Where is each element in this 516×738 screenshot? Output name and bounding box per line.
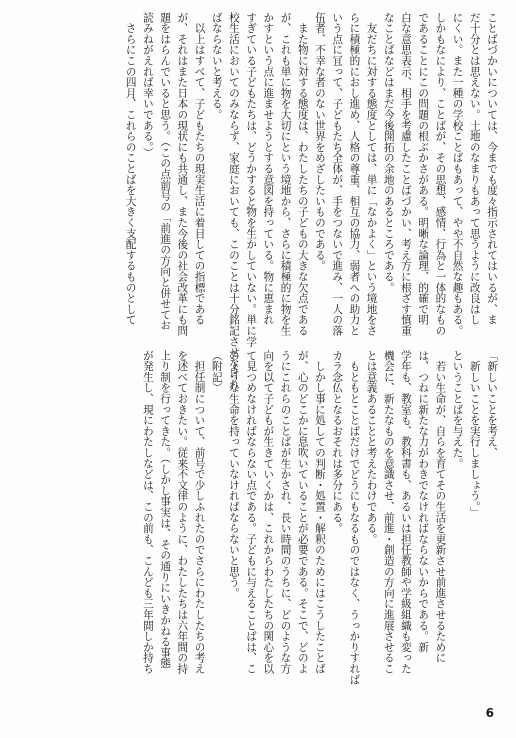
text-line: ばならないと考える。 (210, 12, 223, 120)
supplement-heading: （附記） (210, 350, 223, 394)
text-line: を述べておきたい。従来不文律のように、わたしたちは六年間の持 (176, 350, 189, 674)
text-line: らに積極的におし進め、人格の尊重、相互の協力、弱者への助力と (348, 12, 361, 336)
text-line: 機会に、新たなものを意識させ、前進・創造の方向に進展させるこ (382, 350, 395, 674)
text-line: 以上はすべて、子どもたちの現実生活に着目しての指標である (193, 12, 206, 326)
text-line: とは意義あることと考えたわけである。 (365, 350, 378, 545)
text-line: すぎている子どもたちは、どうかすると物を生かしていない。単に学 (245, 12, 258, 347)
text-line: 若い生命が、自らを育てその生活を更新させ前進させるために (434, 350, 447, 664)
text-line: が、それはまた日本の現状にも共通し、また今後の社会改革にも問 (176, 12, 189, 336)
text-line: さらにこの四月、これらのことばを大きく支配するものとして (124, 12, 137, 326)
text-line: 担任制について、前号で少しふれたのでさらにわたしたちの考え (193, 350, 206, 674)
text-line: 新しいことを実行しましょう。」 (468, 350, 481, 518)
text-line: ということばを与えた。 (451, 350, 464, 469)
text-line: カラ念仏となるおそれは多分にある。 (331, 350, 344, 534)
text-line: は、つねに新たな力がわきでなければならないからである。新 (417, 350, 430, 653)
text-line: しかし事に処しての判断・処置・解釈のためにはこうしたことば (313, 350, 326, 674)
text-line: 伍者、不幸な者のない世界をめざしたいものである。 (313, 12, 326, 272)
text-line: 学年も、教室も、教科書も、あるいは担任教師や学級組織も変った (399, 350, 412, 674)
text-line: だ十分とは思えない。土地のなまりもあって思うように改良はし (468, 12, 481, 326)
text-line: が発生し、現にわたしなどは、この前も、こんども三年間しか持ち (141, 350, 154, 674)
text-line: であることにこの問題の根ぶかさがある。明晰な論理、的確で明 (417, 12, 430, 326)
text-line: 上り制を行ってきた。（しかし事実は、その通りにいきかねる事態 (159, 350, 172, 669)
text-line: また物に対する態度は、わたしたちの子どもの大きな欠点である (296, 12, 309, 336)
text-line: が、心のどこかに息吹いていることが必要である。そこで、どのよ (296, 350, 309, 674)
text-line: なことばなどはまだ今後開拓の余地のあるところである。 (382, 12, 395, 293)
text-line: 向を以て子どもが生きていくかは、これからわたしたちの関心を以 (262, 350, 275, 674)
text-line: のような生命を持っていなければならないと思う。 (227, 350, 240, 599)
text-line: ことばづかいについては、今までも度々指示されてはいるが、ま (486, 12, 498, 326)
text-line: いう点に冝って、子どもたち全体が、手をつないで進み、一人の落 (331, 12, 344, 336)
lower-text-block (12, 350, 500, 698)
text-line: 「新しいことを考え、 (486, 350, 498, 458)
text-line: もともとことばだけでどうにもなるものではなく、うっかりすれば (348, 350, 361, 685)
text-line: 校生活においてのみならず、家庭においても、このことは十分銘記させなけれ (227, 12, 240, 390)
text-line: うにこれらのことばが生かされ、長い時間のうちに、どのような方 (279, 350, 292, 674)
text-line: 友だちに対する態度としては、単に「なかよく」という境地をさ (365, 12, 378, 336)
text-line: にくい。また一種の学校ことばもあって、やや不自然な趣もある。 (451, 12, 464, 336)
text-line: 白な意思表示、相手を考慮したことばづかい、考え方に根ざす慎重 (399, 12, 412, 336)
text-line: 題をはらんでいると思う。（この点前号の「前進の方向と併せてお (159, 12, 172, 331)
page-number: 6 (485, 706, 494, 720)
text-line: しかもなにより、ことばが、その思想、感情、行為と一体的なもの (434, 12, 447, 336)
text-line: 読みねがえれば幸いである。） (141, 12, 154, 158)
text-line: かすという点に進ませようとする意図を持っている。物に恵まれ (262, 12, 275, 326)
text-line: て見つめなければならない点である。子どもに与えることばは、こ (245, 350, 258, 674)
text-line: が、これも単に物を大切にという境地から、さらに積極的に物を生 (279, 12, 292, 336)
